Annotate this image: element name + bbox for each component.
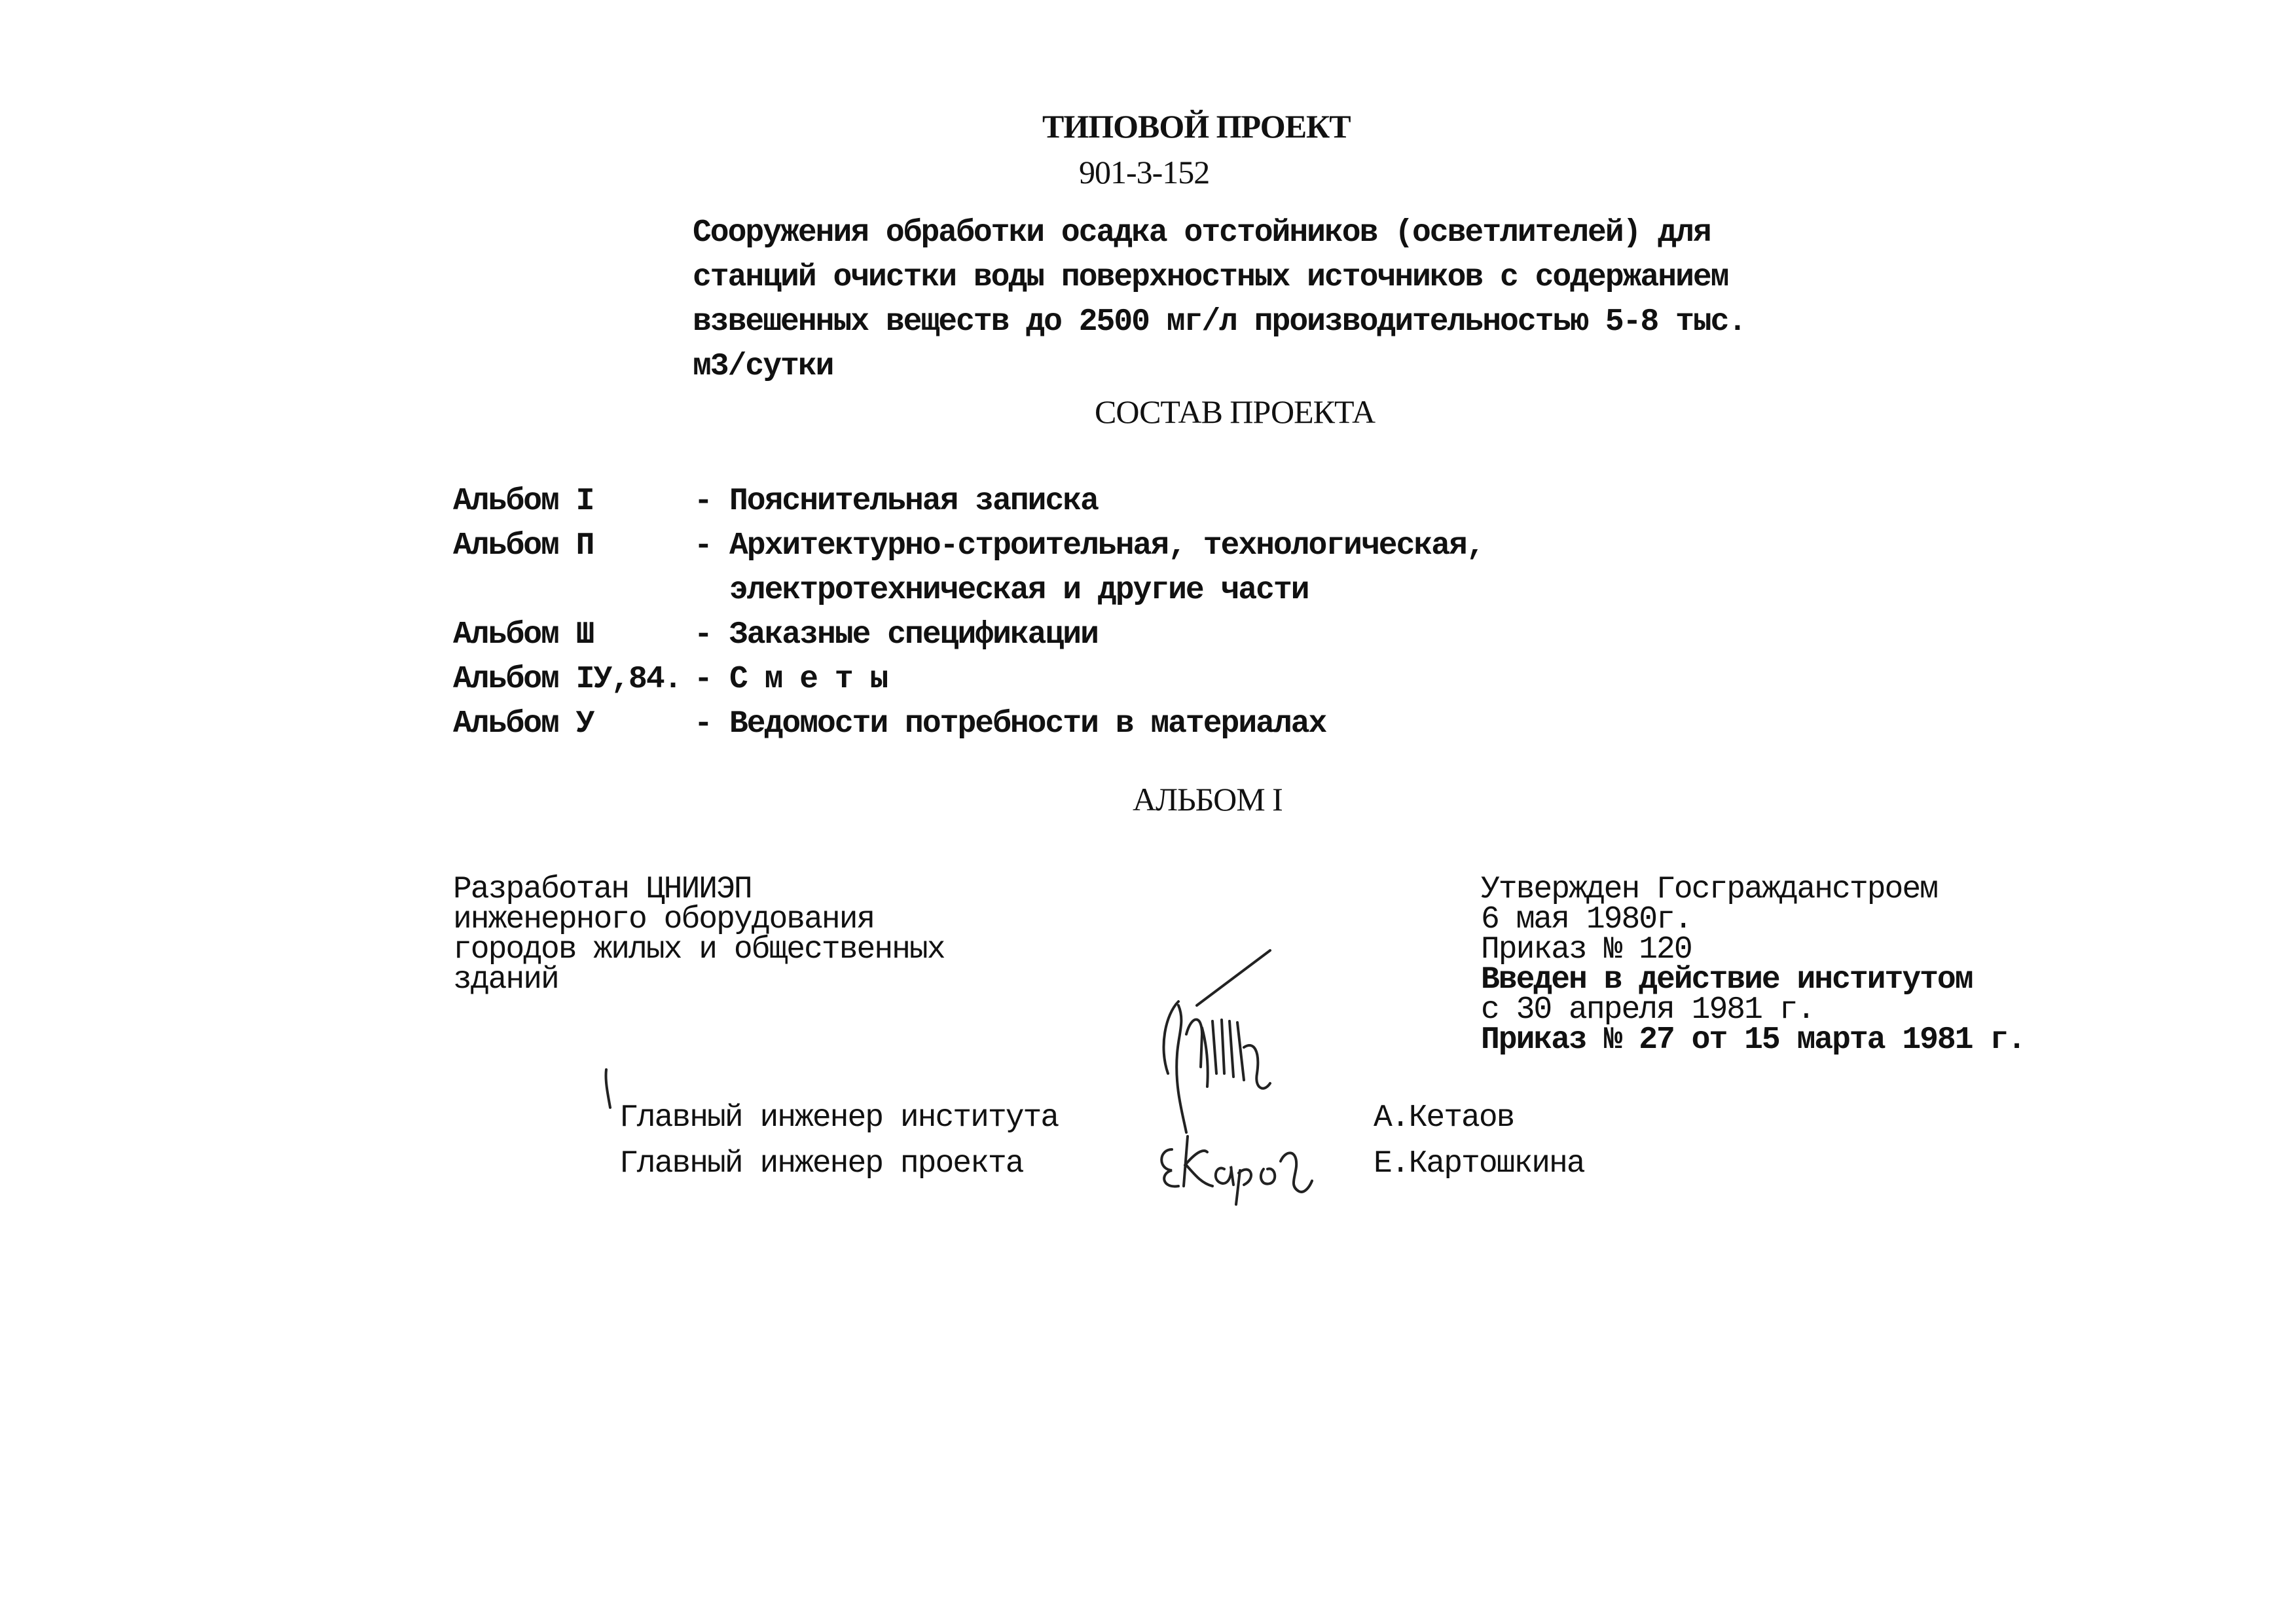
album-description: Заказные спецификации <box>729 617 1098 653</box>
approval-line: с 30 апреля 1981 г. <box>1481 992 1815 1028</box>
signatory-name: Е.Картошкина <box>1374 1146 1584 1182</box>
album-description: С м е т ы <box>729 662 888 697</box>
developer-block <box>453 872 945 998</box>
developer-line: инженерного оборудования <box>453 902 875 937</box>
album-dash: - <box>694 706 712 742</box>
project-number: 901-3-152 <box>1079 154 1210 190</box>
project-subject <box>693 211 1819 389</box>
handwritten-signature-icon <box>1139 943 1329 1139</box>
album-label: Альбом I <box>453 484 594 519</box>
handwritten-signature-icon <box>1152 1123 1322 1208</box>
album-label: Альбом Ш <box>453 617 594 653</box>
signatory-role: Главный инженер проекта <box>619 1146 1023 1182</box>
developer-line: городов жилых и общественных <box>453 932 945 967</box>
project-type-title: ТИПОВОЙ ПРОЕКТ <box>1042 108 1351 145</box>
album-dash: - <box>694 617 712 653</box>
subject-line: взвешенных веществ до 2500 мг/л производительностью 5-8 тыс. <box>693 304 1746 340</box>
album-label: Альбом IУ,84. <box>453 662 682 697</box>
approval-line: 6 мая 1980г. <box>1481 902 1692 937</box>
developer-line: зданий <box>453 962 558 998</box>
album-dash: - <box>694 484 712 519</box>
album-dash: - <box>694 662 712 697</box>
album-description: Пояснительная записка <box>729 484 1098 519</box>
album-description: Ведомости потребности в материалах <box>729 706 1326 742</box>
stray-mark-icon <box>601 1067 621 1119</box>
subject-line: станций очистки воды поверхностных источников с содержанием <box>693 260 1728 295</box>
signatory-role: Главный инженер института <box>619 1100 1059 1136</box>
approval-line: Введен в действие институтом <box>1481 962 1973 998</box>
album-description: Архитектурно-строительная, технологическая, <box>729 528 1484 564</box>
approval-block <box>1481 872 2025 1058</box>
subject-line: м3/сутки <box>693 349 833 384</box>
subject-line: Сооружения обработки осадка отстойников (осветлителей) для <box>693 215 1711 251</box>
approval-line: Утвержден Госгражданстроем <box>1481 872 1937 907</box>
album-dash: - <box>694 528 712 564</box>
album-description: электротехническая и другие части <box>729 573 1309 608</box>
approval-line: Приказ № 120 <box>1481 932 1692 967</box>
album-label: Альбом У <box>453 706 594 742</box>
composition-heading: СОСТАВ ПРОЕКТА <box>1095 393 1376 430</box>
developer-line: Разработан ЦНИИЭП <box>453 872 752 907</box>
album-heading: АЛЬБОМ I <box>1133 781 1283 818</box>
album-label: Альбом П <box>453 528 594 564</box>
approval-line: Приказ № 27 от 15 марта 1981 г. <box>1481 1022 2025 1058</box>
signatory-name: А.Кетаов <box>1374 1100 1514 1136</box>
